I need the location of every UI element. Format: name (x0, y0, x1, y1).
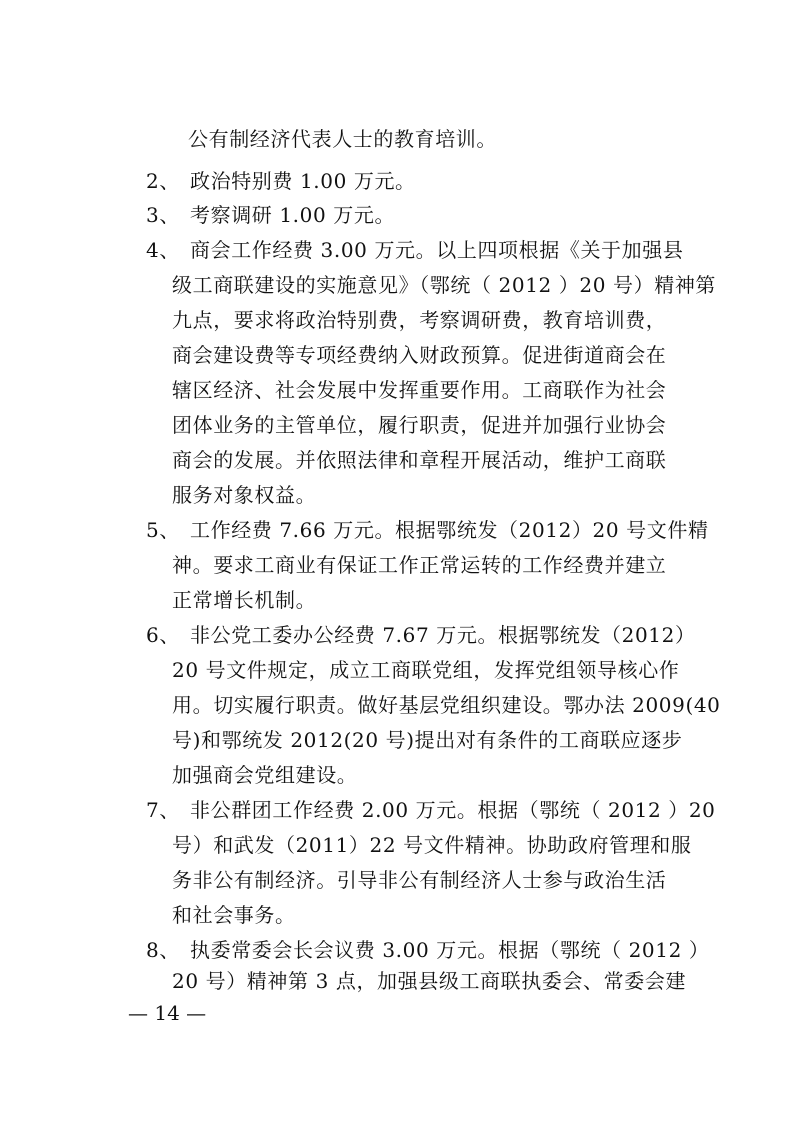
item-number: 2、 (146, 169, 180, 193)
text-line: 号）和武发（2011）22 号文件精神。协助政府管理和服 (172, 833, 692, 857)
list-item-6 (146, 620, 696, 650)
text-line: 加强商会党组建设。 (172, 763, 358, 787)
text-line: 20 号文件规定，成立工商联党组，发挥党组领导核心作 (172, 658, 680, 682)
page-number: — 14 — (128, 1001, 207, 1025)
text-line: 用。切实履行职责。做好基层党组织建设。鄂办法 2009(40 (172, 693, 721, 717)
item-number: 4、 (146, 238, 180, 262)
list-item-5 (146, 515, 709, 545)
text-line: 辖区经济、社会发展中发挥重要作用。工商联作为社会 (172, 378, 667, 402)
item-number: 6、 (146, 623, 180, 647)
text-line: 非公党工委办公经费 7.67 万元。根据鄂统发（2012） (190, 623, 696, 647)
text-line: 号)和鄂统发 2012(20 号)提出对有条件的工商联应逐步 (172, 728, 683, 752)
text-line: 政治特别费 1.00 万元。 (190, 169, 416, 193)
text-line: 考察调研 1.00 万元。 (190, 203, 396, 227)
text-line: 服务对象权益。 (172, 483, 317, 507)
list-item-8 (146, 935, 709, 965)
text-line: 执委常委会长会议费 3.00 万元。根据（鄂统（ 2012 ） (190, 938, 710, 962)
text-line: 商会的发展。并依照法律和章程开展活动，维护工商联 (172, 448, 667, 472)
text-line: 正常增长机制。 (172, 588, 317, 612)
text-line: 20 号）精神第 3 点，加强县级工商联执委会、常委会建 (172, 969, 687, 993)
item-number: 8、 (146, 938, 180, 962)
text-line: 非公群团工作经费 2.00 万元。根据（鄂统（ 2012 ）20 (190, 798, 716, 822)
list-item-3 (146, 200, 395, 230)
text-line: 公有制经济代表人士的教育培训。 (188, 127, 497, 151)
list-item-2 (146, 166, 416, 196)
text-line: 务非公有制经济。引导非公有制经济人士参与政治生活 (172, 868, 667, 892)
list-item-4 (146, 235, 683, 265)
item-number: 3、 (146, 203, 180, 227)
list-item-7 (146, 795, 716, 825)
text-line: 神。要求工商业有保证工作正常运转的工作经费并建立 (172, 553, 667, 577)
text-line: 级工商联建设的实施意见》（鄂统（ 2012 ）20 号）精神第 (172, 273, 717, 297)
text-line: 和社会事务。 (172, 903, 296, 927)
item-number: 7、 (146, 798, 180, 822)
text-line: 商会工作经费 3.00 万元。以上四项根据《关于加强县 (190, 238, 684, 262)
text-line: 商会建设费等专项经费纳入财政预算。促进街道商会在 (172, 343, 667, 367)
item-number: 5、 (146, 518, 180, 542)
text-line: 九点，要求将政治特别费，考察调研费，教育培训费， (172, 308, 667, 332)
text-line: 工作经费 7.66 万元。根据鄂统发（2012）20 号文件精 (190, 518, 709, 542)
text-line: 团体业务的主管单位，履行职责，促进并加强行业协会 (172, 413, 667, 437)
